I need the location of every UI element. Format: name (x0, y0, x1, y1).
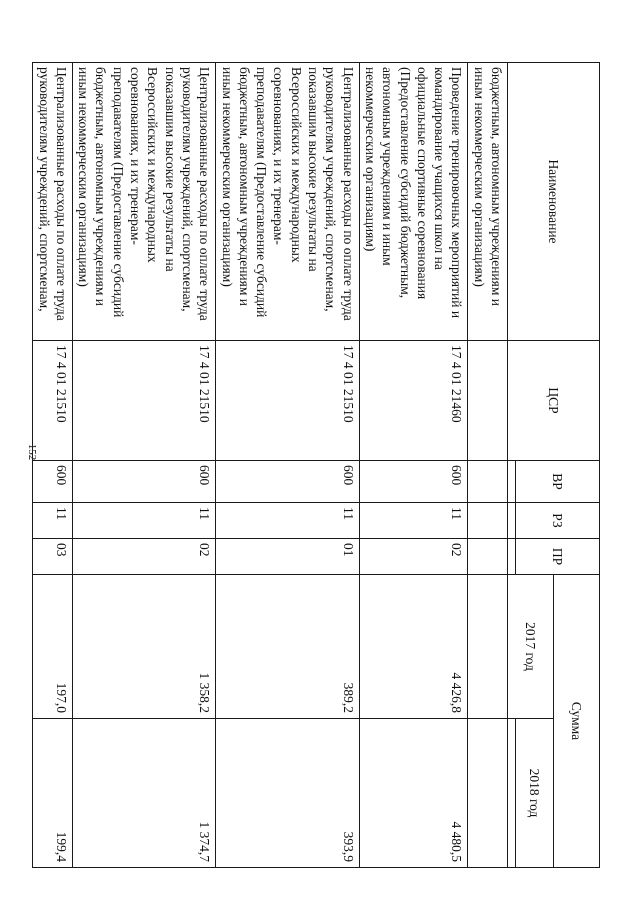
row-vr (468, 461, 508, 503)
header-spacer-2018 (508, 719, 516, 868)
header-spacer-rz (508, 503, 516, 539)
row-sum-2018: 4 480,5 (359, 719, 468, 868)
row-sum-2018: 199,4 (33, 719, 73, 868)
row-sum-2018 (468, 719, 508, 868)
row-csr (468, 341, 508, 461)
row-pr: 03 (33, 539, 73, 575)
header-year-2018: 2018 год (516, 719, 554, 868)
budget-table (32, 62, 600, 868)
row-sum-2017: 197,0 (33, 575, 73, 719)
row-pr: 02 (359, 539, 468, 575)
table-row (72, 63, 215, 868)
row-vr: 600 (72, 461, 215, 503)
row-vr: 600 (216, 461, 359, 503)
row-rz: 11 (33, 503, 73, 539)
rotated-table-container (36, 62, 600, 867)
table-row (33, 63, 73, 868)
row-sum-2017 (468, 575, 508, 719)
page-number: 152 (26, 443, 38, 461)
header-spacer-pr (508, 539, 516, 575)
row-pr (468, 539, 508, 575)
row-rz: 11 (359, 503, 468, 539)
row-rz (468, 503, 508, 539)
header-rz: РЗ (516, 503, 600, 539)
header-csr: ЦСР (508, 341, 600, 461)
row-vr: 600 (33, 461, 73, 503)
table-header (508, 63, 600, 868)
table-row (468, 63, 508, 868)
row-csr: 17 4 01 21510 (33, 341, 73, 461)
row-rz: 11 (72, 503, 215, 539)
row-csr: 17 4 01 21510 (216, 341, 359, 461)
header-name: Наименование (508, 63, 600, 341)
row-name: Централизованные расходы по оплате труда руководителям учреждений, спортсменам, (33, 63, 73, 341)
row-sum-2017: 1 358,2 (72, 575, 215, 719)
table-row (216, 63, 359, 868)
header-year-2017: 2017 год (508, 575, 554, 719)
table-body (33, 63, 508, 868)
row-rz: 11 (216, 503, 359, 539)
row-name: Централизованные расходы по оплате труда руководителям учреждений, спортсменам, показавшим высокие результаты на Всероссийских и международных соревнованиях, и их тренерам-преподавателям (Предоставление субсидий бюджетным, автономным учреждениям и иным некоммерческим организациям) (216, 63, 359, 341)
row-pr: 01 (216, 539, 359, 575)
row-name: Централизованные расходы по оплате труда руководителям учреждений, спортсменам, показавшим высокие результаты на Всероссийских и международных соревнованиях, и их тренерам-преподавателям (Предоставление субсидий бюджетным, автономным учреждениям и иным некоммерческим организациям) (72, 63, 215, 341)
row-name: Проведение тренировочных мероприятий и командирование учащихся школ на официальные спортивные соревнования (Предоставление субсидий бюджетным, автономным учреждениям и иным некоммерческим организациям) (359, 63, 468, 341)
row-sum-2017: 4 426,8 (359, 575, 468, 719)
row-name: бюджетным, автономным учреждениям и иным некоммерческим организациям) (468, 63, 508, 341)
header-pr: ПР (516, 539, 600, 575)
row-csr: 17 4 01 21460 (359, 341, 468, 461)
row-sum-2017: 389,2 (216, 575, 359, 719)
row-pr: 02 (72, 539, 215, 575)
row-sum-2018: 393,9 (216, 719, 359, 868)
header-sum: Сумма (554, 575, 600, 868)
header-vr: ВР (516, 461, 600, 503)
row-sum-2018: 1 374,7 (72, 719, 215, 868)
table-row (359, 63, 468, 868)
header-spacer-vr (508, 461, 516, 503)
row-vr: 600 (359, 461, 468, 503)
row-csr: 17 4 01 21510 (72, 341, 215, 461)
